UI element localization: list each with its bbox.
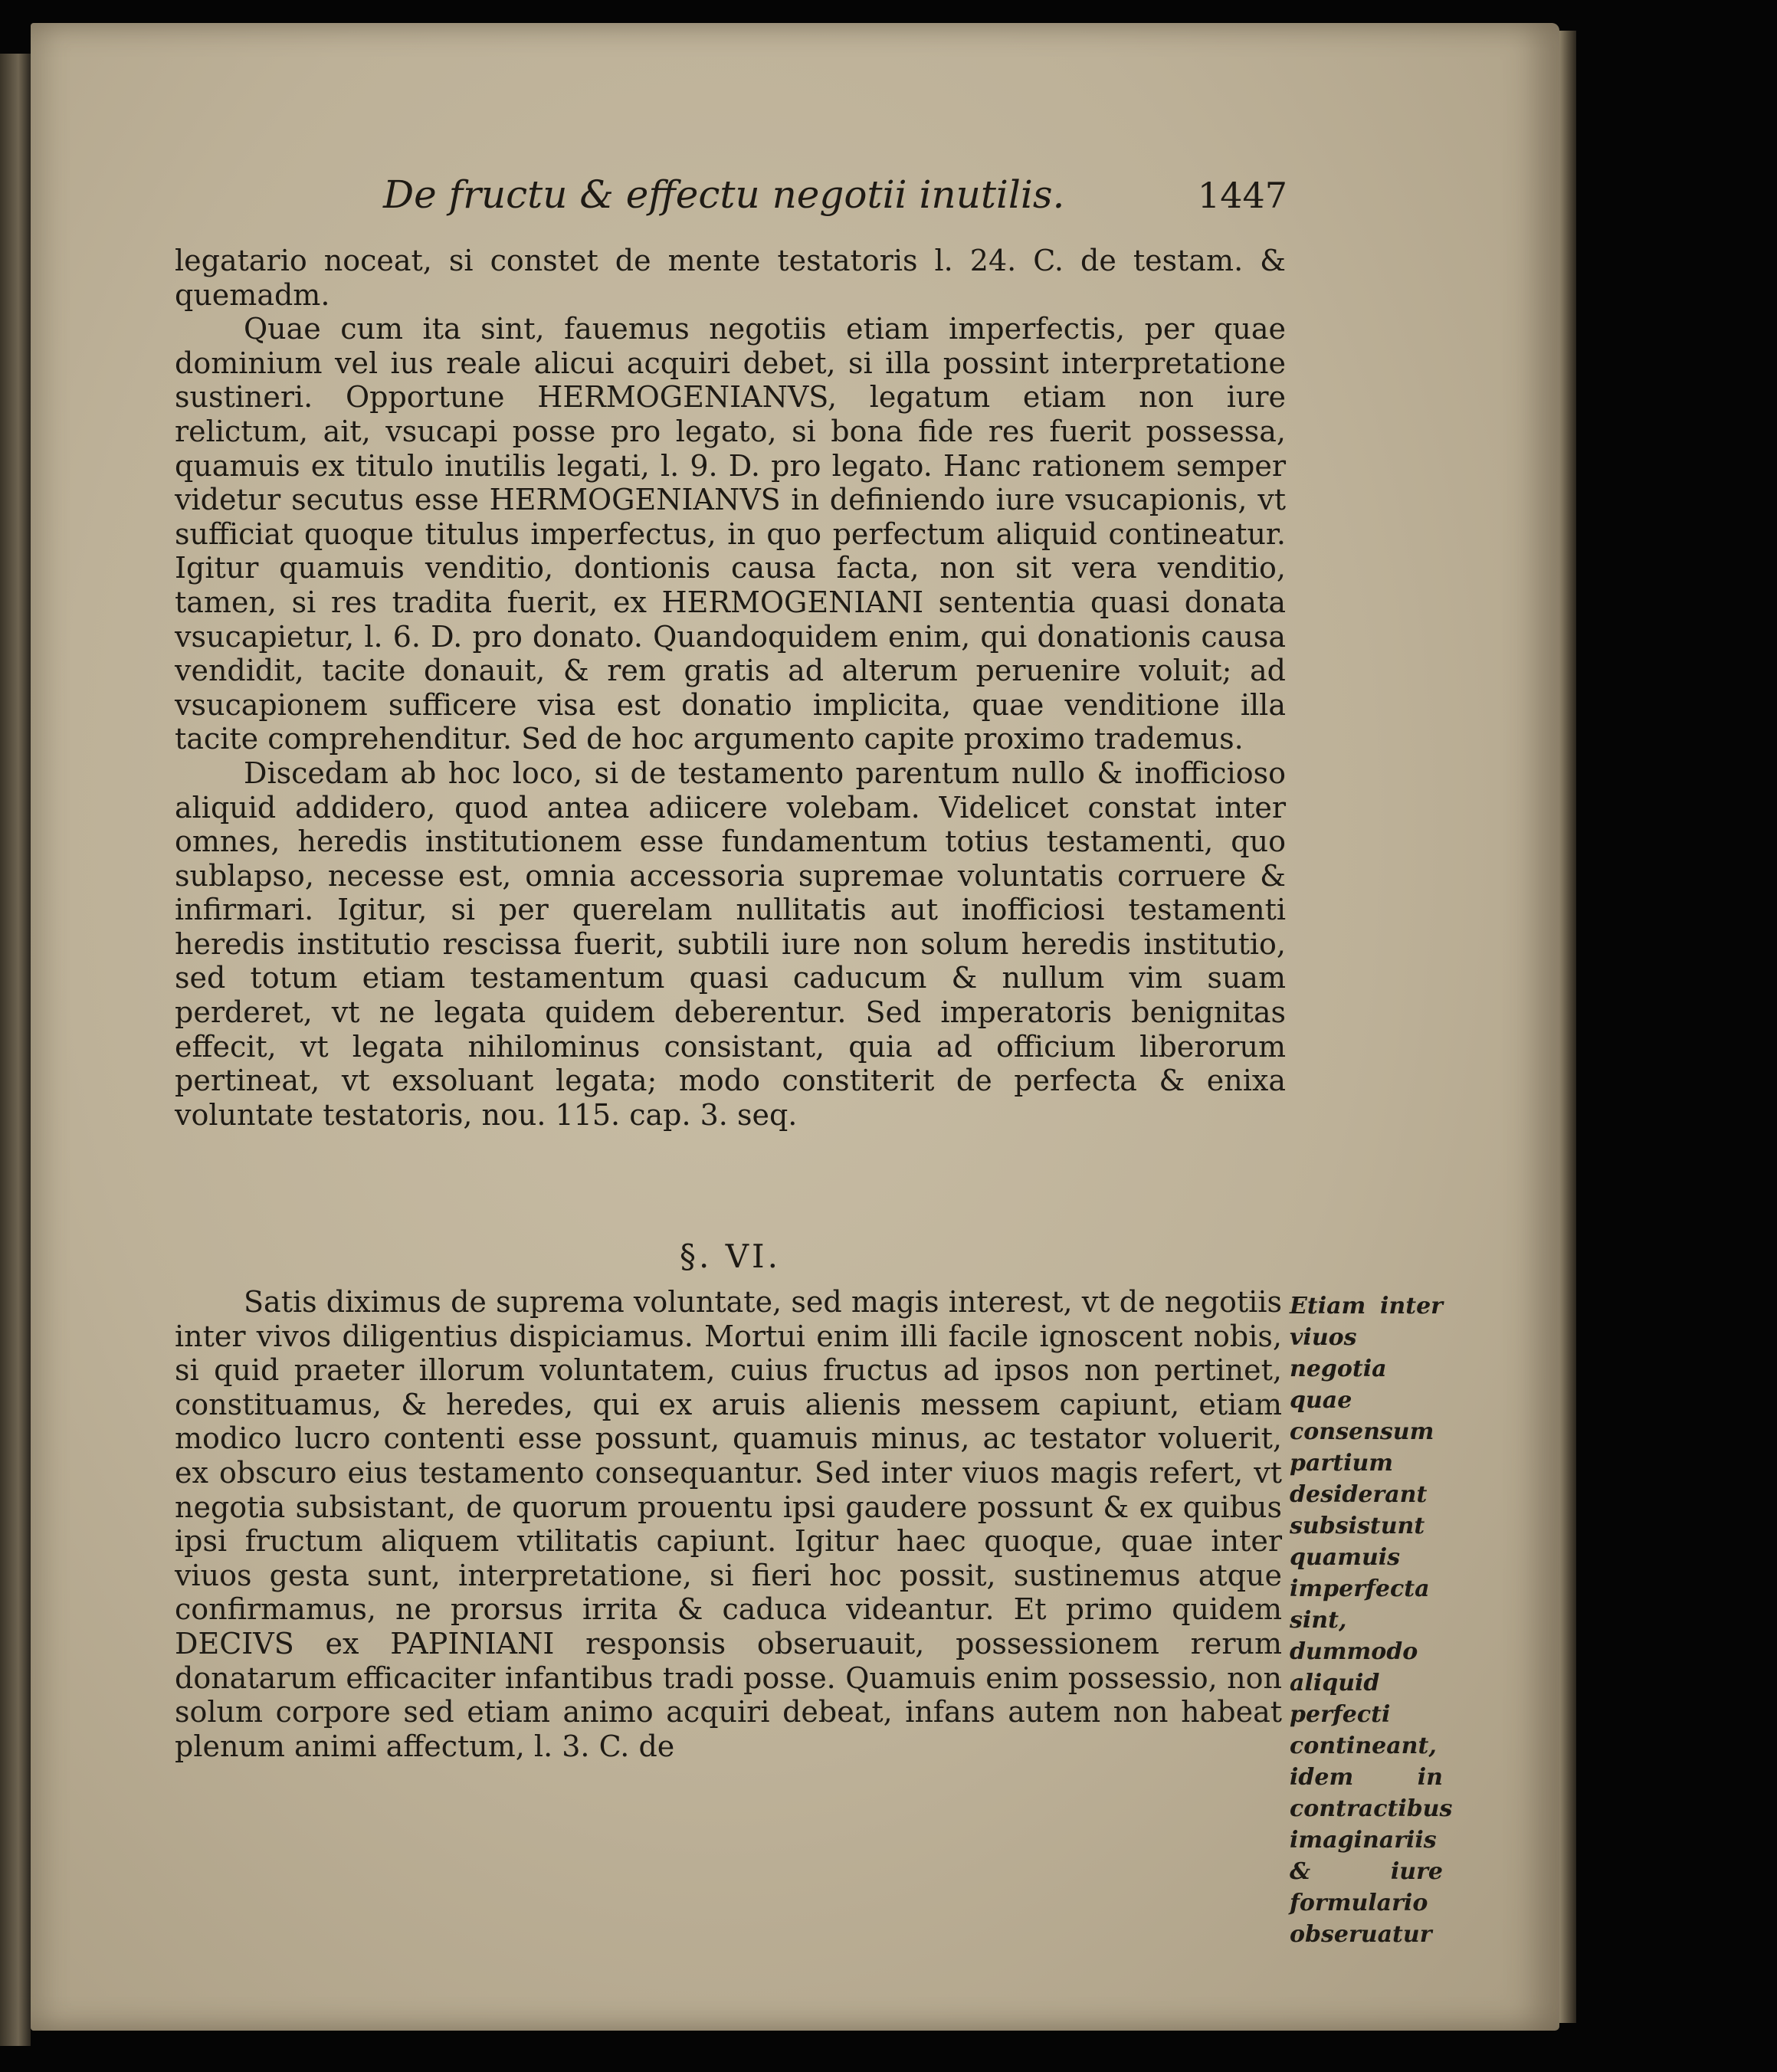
main-text-upper (175, 244, 1286, 1132)
marginal-note (1290, 1290, 1453, 1950)
section-heading: §. VI. (680, 1238, 781, 1275)
paragraph: Quae cum ita sint, fauemus negotiis etiam imperfectis, per quae dominium vel ius reale alicui acquiri debet, si illa possint interpretatione sustineri. Opportune HERMOGENIANVS, legatum etiam non iure relictum, ait, vsucapi posse pro legato, si bona fide res fuerit possessa, quamuis ex titulo inutilis legati, l. 9. D. pro legato. Hanc rationem semper videtur secutus esse HERMOGENIANVS in definiendo iure vsucapionis, vt sufficiat quoque titulus imperfectus, in quo perfectum aliquid contineatur. Igitur quamuis venditio, dontionis causa facta, non sit vera venditio, tamen, si res tradita fuerit, ex HERMOGENIANI sententia quasi donata vsucapietur, l. 6. D. pro donato. Quandoquidem enim, qui donationis causa vendidit, tacite donauit, & rem gratis ad alterum peruenire voluit; ad vsucapionem sufficere visa est donatio implicita, quae venditione illa tacite comprehenditur. Sed de hoc argumento capite proximo trademus. (175, 312, 1286, 756)
facing-page-edge (0, 54, 31, 2046)
main-text-lower (175, 1285, 1282, 1763)
marginal-note-text: Etiam inter viuos negotia quae consensum partium desiderant subsistunt quamuis imperfecta sint, dummodo aliquid perfecti contineant, idem in contractibus imaginariis & iure formulario obseruatur (1290, 1293, 1453, 1948)
paragraph-continuation: legatario noceat, si constet de mente testatoris l. 24. C. de testam. & quemadm. (175, 244, 1286, 312)
running-title: De fructu & effectu negotii inutilis. (383, 172, 1065, 217)
running-header (383, 172, 1287, 226)
paragraph: Satis diximus de suprema voluntate, sed magis interest, vt de negotiis inter vivos diligentius dispiciamus. Mortui enim illi facile ignoscent nobis, si quid praeter illorum voluntatem, cuius fructus ad ipsos non pertinet, constituamus, & heredes, qui ex aruis alienis messem capiunt, etiam modico lucro contenti esse possunt, quamuis minus, ac testator voluerit, ex obscuro eius testamento consequantur. Sed inter viuos magis refert, vt negotia subsistant, de quorum prouentu ipsi gaudere possunt & ex quibus ipsi fructum aliquem vtilitatis capiunt. Igitur haec quoque, quae inter viuos gesta sunt, interpretatione, si fieri hoc possit, sustinemus atque confirmamus, ne prorsus irrita & caduca videantur. Et primo quidem DECIVS ex PAPINIANI responsis obseruauit, possessionem rerum donatarum efficaciter infantibus tradi posse. Quamuis enim possessio, non solum corpore sed etiam animo acquiri debeat, infans autem non habeat plenum animi affectum, l. 3. C. de (175, 1285, 1282, 1763)
paragraph: Discedam ab hoc loco, si de testamento parentum nullo & inofficioso aliquid addidero, quod antea adiicere volebam. Videlicet constat inter omnes, heredis institutionem esse fundamentum totius testamenti, quo sublapso, necesse est, omnia accessoria supremae voluntatis corruere & infirmari. Igitur, si per querelam nullitatis aut inofficiosi testamenti heredis institutio rescissa fuerit, subtili iure non solum heredis institutio, sed totum etiam testamentum quasi caducum & nullum vim suam perderet, vt ne legata quidem deberentur. Sed imperatoris benignitas effecit, vt legata nihilominus consistant, quia ad officium liberorum pertineat, vt exsoluant legata; modo constiterit de perfecta & enixa voluntate testatoris, nou. 115. cap. 3. seq. (175, 756, 1286, 1132)
page-edge-shadow (1559, 31, 1576, 2023)
page-number: 1447 (1197, 175, 1287, 216)
